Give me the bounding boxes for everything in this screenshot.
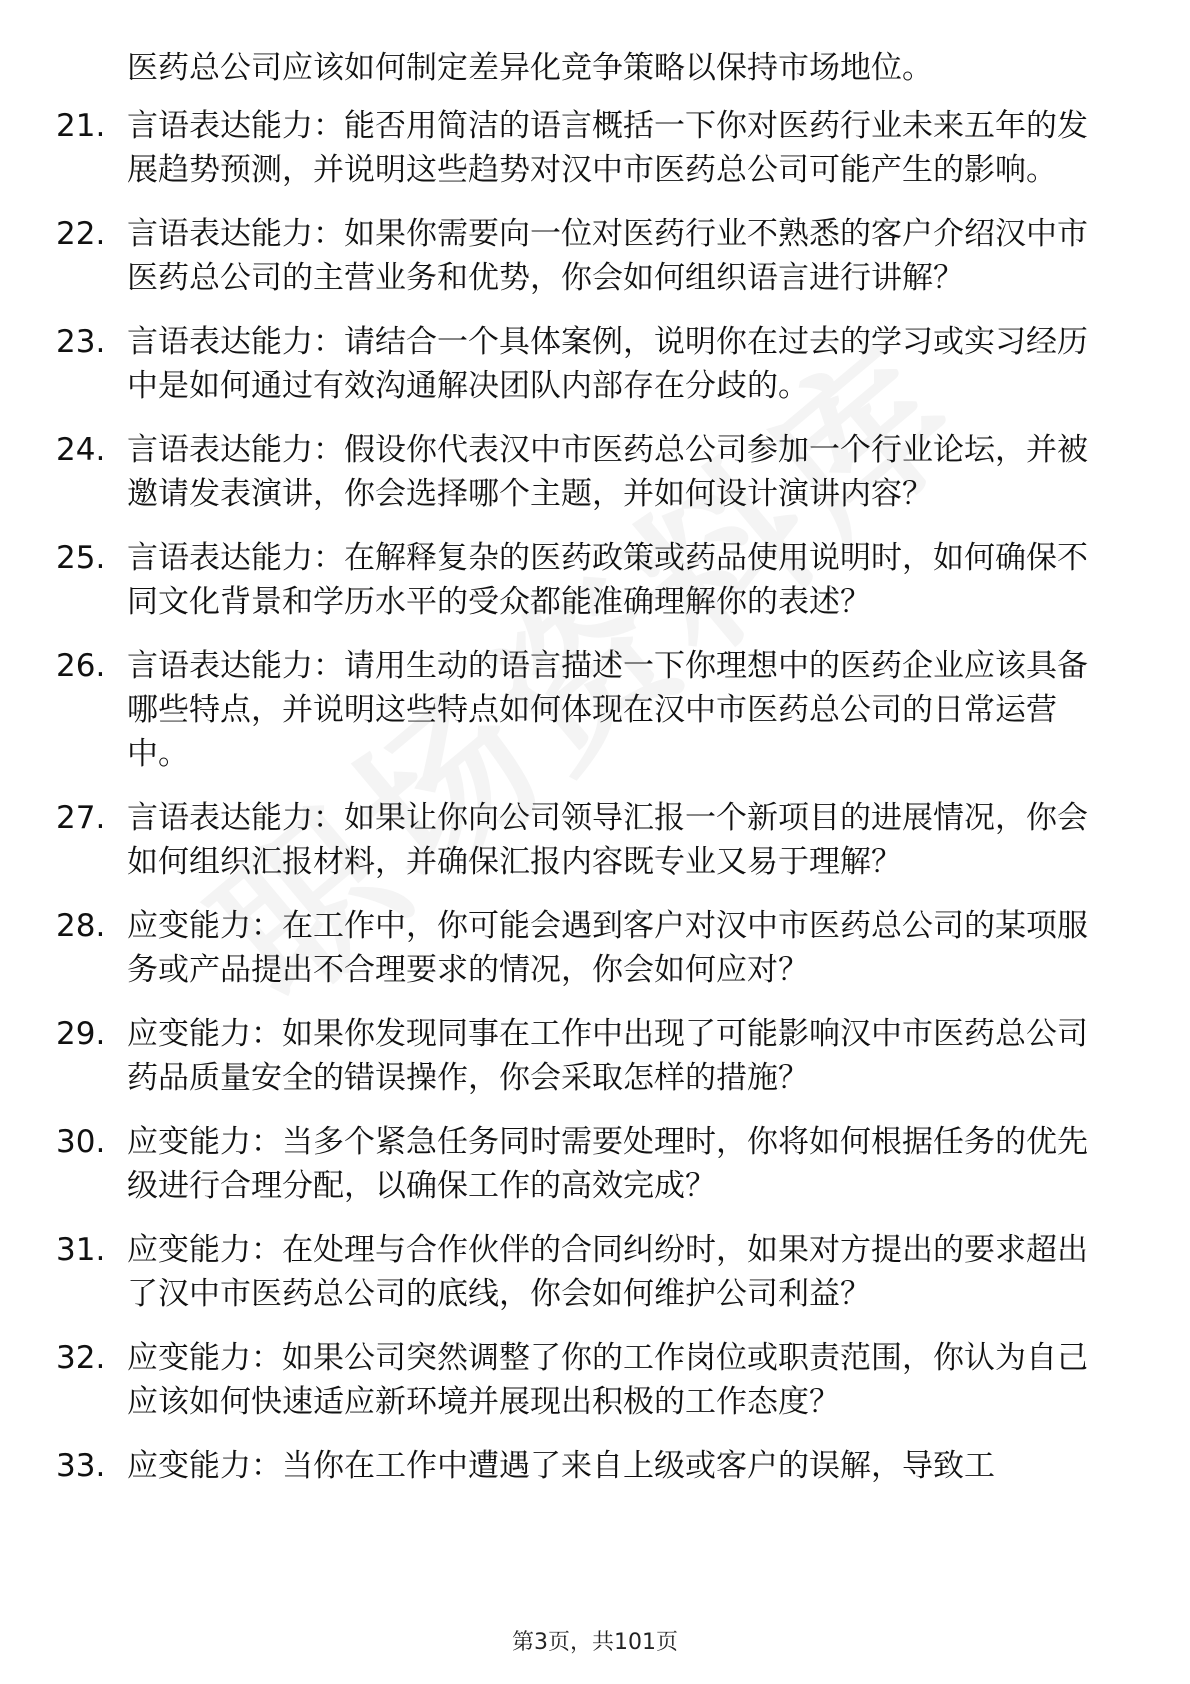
question-text: 应变能力：当你在工作中遭遇了来自上级或客户的误解，导致工 xyxy=(127,1448,995,1484)
question-number: 31. xyxy=(56,1232,106,1268)
question-number: 21. xyxy=(56,108,106,144)
question-number: 26. xyxy=(56,648,106,684)
question-text: 言语表达能力：如果让你向公司领导汇报一个新项目的进展情况，你会如何组织汇报材料，并确保汇报内容既专业又易于理解？ xyxy=(127,800,1088,880)
list-item xyxy=(0,1444,1190,1488)
question-text: 应变能力：当多个紧急任务同时需要处理时，你将如何根据任务的优先级进行合理分配，以确保工作的高效完成？ xyxy=(127,1124,1088,1204)
list-item xyxy=(0,644,1190,776)
question-number: 27. xyxy=(56,800,106,836)
question-number: 23. xyxy=(56,324,106,360)
list-item xyxy=(0,1120,1190,1208)
list-item xyxy=(0,1012,1190,1100)
list-item xyxy=(0,104,1190,192)
continuation-paragraph: 医药总公司应该如何制定差异化竞争策略以保持市场地位。 xyxy=(127,50,933,86)
question-list xyxy=(0,104,1190,1508)
question-number: 33. xyxy=(56,1448,106,1484)
question-number: 28. xyxy=(56,908,106,944)
question-text: 言语表达能力：请结合一个具体案例，说明你在过去的学习或实习经历中是如何通过有效沟通解决团队内部存在分歧的。 xyxy=(127,324,1088,404)
question-number: 29. xyxy=(56,1016,106,1052)
question-text: 言语表达能力：假设你代表汉中市医药总公司参加一个行业论坛，并被邀请发表演讲，你会选择哪个主题，并如何设计演讲内容？ xyxy=(127,432,1088,512)
question-number: 30. xyxy=(56,1124,106,1160)
question-text: 应变能力：如果公司突然调整了你的工作岗位或职责范围，你认为自己应该如何快速适应新环境并展现出积极的工作态度？ xyxy=(127,1340,1088,1420)
question-text: 言语表达能力：请用生动的语言描述一下你理想中的医药企业应该具备哪些特点，并说明这些特点如何体现在汉中市医药总公司的日常运营中。 xyxy=(127,648,1088,772)
question-text: 应变能力：在处理与合作伙伴的合同纠纷时，如果对方提出的要求超出了汉中市医药总公司的底线，你会如何维护公司利益？ xyxy=(127,1232,1088,1312)
question-number: 24. xyxy=(56,432,106,468)
list-item xyxy=(0,1228,1190,1316)
question-number: 32. xyxy=(56,1340,106,1376)
list-item xyxy=(0,536,1190,624)
list-item xyxy=(0,212,1190,300)
list-item xyxy=(0,1336,1190,1424)
question-text: 应变能力：如果你发现同事在工作中出现了可能影响汉中市医药总公司药品质量安全的错误操作，你会采取怎样的措施？ xyxy=(127,1016,1088,1096)
question-text: 言语表达能力：如果你需要向一位对医药行业不熟悉的客户介绍汉中市医药总公司的主营业务和优势，你会如何组织语言进行讲解？ xyxy=(127,216,1088,296)
question-text: 应变能力：在工作中，你可能会遇到客户对汉中市医药总公司的某项服务或产品提出不合理要求的情况，你会如何应对？ xyxy=(127,908,1088,988)
question-number: 22. xyxy=(56,216,106,252)
question-text: 言语表达能力：在解释复杂的医药政策或药品使用说明时，如何确保不同文化背景和学历水平的受众都能准确理解你的表述？ xyxy=(127,540,1088,620)
list-item xyxy=(0,904,1190,992)
list-item xyxy=(0,796,1190,884)
page-footer: 第3页，共101页 xyxy=(512,1630,678,1655)
question-text: 言语表达能力：能否用简洁的语言概括一下你对医药行业未来五年的发展趋势预测，并说明这些趋势对汉中市医药总公司可能产生的影响。 xyxy=(127,108,1088,188)
list-item xyxy=(0,428,1190,516)
question-number: 25. xyxy=(56,540,106,576)
list-item xyxy=(0,320,1190,408)
